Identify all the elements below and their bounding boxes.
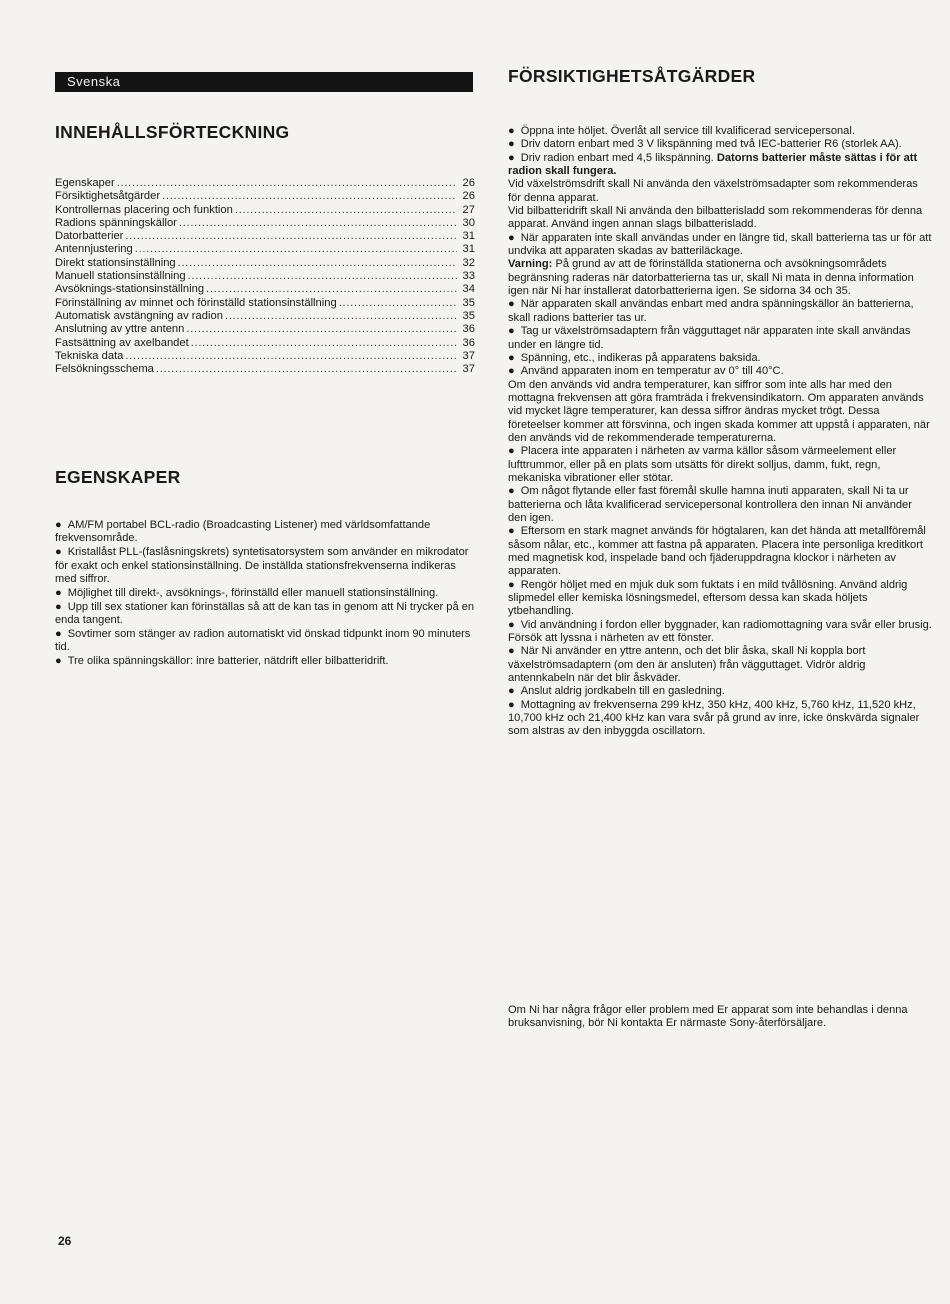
precaution-item [508,352,932,365]
bullet-icon: ● [508,578,515,591]
bullet-icon: ● [55,546,62,559]
language-label-bar [55,72,473,92]
toc-entry [55,270,475,283]
precautions-list [508,125,932,739]
precaution-item [508,325,932,352]
toc-entry [55,283,475,296]
toc-entry [55,177,475,190]
feature-item [55,601,475,628]
toc-entry [55,217,475,230]
toc-entry-title: Manuell stationsinställning [55,270,186,283]
precaution-item [508,125,932,138]
precaution-emphasis: Datorns batterier måste sättas i för att radion skall fungera. [508,151,918,178]
toc-entry-title: Radions spänningskällor [55,216,177,229]
feature-text: Kristallåst PLL-(faslåsningskrets) syntetisatorsystem som använder en mikrodator för exakt och enkel stationsinställning. De inställda stationsfrekvenserna indikeras med siffror. [55,546,469,585]
bullet-icon: ● [508,365,515,378]
toc-entry-title: Tekniska data [55,349,124,362]
bullet-icon: ● [508,525,515,538]
bullet-icon: ● [508,618,515,631]
precautions-heading: FÖRSIKTIGHETSÅTGÄRDER [508,66,756,86]
precaution-text: Vid bilbatteridrift skall Ni använda den bilbatterisladd som rekommenderas för denna apparat. Använd ingen annan slags bilbatterisladd. [508,205,923,231]
precaution-text: Anslut aldrig jordkabeln till en gasledning. [520,685,725,698]
toc-entry-title: Direkt stationsinställning [55,256,176,269]
toc-entry [55,243,475,256]
toc-entry [55,337,475,350]
feature-text: AM/FM portabel BCL-radio (Broadcasting Listener) med världsomfattande frekvensområde. [55,519,431,545]
feature-item [55,546,475,586]
bullet-icon: ● [508,298,515,311]
toc-entry-title: Egenskaper [55,177,115,189]
bullet-icon: ● [508,698,515,711]
toc-leader-dots [188,270,457,283]
precaution-item [508,258,932,298]
bullet-icon: ● [55,654,62,667]
features-heading: EGENSKAPER [55,467,181,487]
toc-leader-dots [235,204,457,217]
bullet-icon: ● [508,151,515,164]
precaution-item [508,445,932,485]
bullet-icon: ● [508,138,515,151]
warning-label: Varning: [508,258,553,271]
toc-entry-page: 37 [462,363,475,376]
toc-leader-dots [162,190,457,203]
bullet-icon: ● [55,627,62,640]
precaution-text: På grund av att de förinställda stationerna och avsökningsområdets begränsning raderas när datorbatterierna tas ur, skall Ni mata in denna information igen när Ni har installerat datorbatterierna igen. Se sidorna 34 och 35. [508,258,914,298]
bullet-icon: ● [508,645,515,658]
toc-entry [55,190,475,203]
toc-entry-page: 33 [462,270,475,283]
precaution-item [508,365,932,378]
toc-entry-title: Avsöknings-stationsinställning [55,283,205,296]
toc-entry [55,310,475,323]
precaution-text: Spänning, etc., indikeras på apparatens baksida. [520,351,761,364]
precaution-text: När Ni använder en yttre antenn, och det blir åska, skall Ni koppla bort växelströmsadaptern (om den är ansluten) från vägguttaget. Vidrör aldrig antennkabeln när det blir åskväder. [508,645,866,685]
toc-entry [55,230,475,243]
page-number: 26 [58,1234,72,1248]
toc-leader-dots [125,230,457,243]
toc-leader-dots [125,350,457,363]
bullet-icon: ● [508,231,515,244]
toc-entry-page: 27 [462,203,475,216]
precaution-text: Öppna inte höljet. Överlåt all service till kvalificerad servicepersonal. [520,125,855,137]
bullet-icon: ● [55,600,62,613]
toc-entry [55,350,475,363]
precaution-text: Mottagning av frekvenserna 299 kHz, 350 kHz, 400 kHz, 5,760 kHz, 11,520 kHz, 10,700 kHz och 21,400 kHz kan vara svår på grund av inre, icke önskvärda signaler som alstras av den inbyggda oscillatorn. [508,698,920,738]
toc-leader-dots [191,337,457,350]
toc-entry-title: Datorbatterier [55,230,124,243]
precaution-item [508,685,932,698]
precaution-text: När apparaten skall användas enbart med andra spänningskällor än batterierna, skall radions batterier tas ur. [508,298,914,324]
bullet-icon: ● [55,519,62,531]
bullet-icon: ● [508,325,515,338]
precaution-text: Driv datorn enbart med 3 V likspänning med två IEC-batterier R6 (storlek AA). [520,138,902,151]
precaution-item [508,699,932,739]
toc-entry [55,257,475,270]
precaution-text: Om något flytande eller fast föremål skulle hamna inuti apparaten, skall Ni ta ur batterierna och låta kvalificerad servicepersonal kontrollera den innan Ni använder den igen. [508,485,912,524]
toc-leader-dots [135,243,457,256]
toc-entry-page: 30 [462,216,475,229]
toc-entry-page: 26 [462,190,475,203]
precaution-item [508,619,932,646]
toc-leader-dots [225,310,457,323]
closing-paragraph: Om Ni har några frågor eller problem med Er apparat som inte behandlas i denna bruksanvisning, bör Ni kontakta Er närmaste Sony-återförsäljare. [508,1004,908,1030]
toc-entry-title: Försiktighetsåtgärder [55,190,161,203]
toc-entry-page: 34 [462,283,475,296]
feature-text: Tre olika spänningskällor: inre batterier, nätdrift eller bilbatteridrift. [67,654,389,667]
toc-entry-title: Fastsättning av axelbandet [55,336,189,349]
precaution-item [508,379,932,446]
toc-entry [55,363,475,376]
toc-entry-page: 26 [462,177,475,189]
toc-leader-dots [339,297,457,310]
precaution-item [508,152,932,179]
toc-entry [55,323,475,336]
precaution-text: Använd apparaten inom en temperatur av 0° till 40°C. [520,365,784,378]
precaution-item [508,579,932,619]
toc-leader-dots [179,217,457,230]
feature-text: Sovtimer som stänger av radion automatiskt vid önskad tidpunkt inom 90 minuters tid. [55,627,471,654]
toc-entry-page: 31 [462,230,475,243]
bullet-icon: ● [55,586,62,599]
precaution-text: Rengör höljet med en mjuk duk som fuktats i en mild tvållösning. Använd aldrig slipmedel eller kemiska lösningsmedel, eftersom dessa kan skada höljets ytbehandling. [508,578,908,618]
features-list [55,519,475,669]
toc-entry [55,204,475,217]
toc-entry-title: Automatisk avstängning av radion [55,309,223,322]
toc-leader-dots [156,363,457,376]
bullet-icon: ● [508,351,515,364]
language-label: Svenska [67,74,121,89]
toc-entry-page: 36 [462,336,475,349]
toc-entry-page: 35 [462,309,475,322]
precaution-item [508,205,932,232]
precaution-item [508,525,932,578]
bullet-icon: ● [508,685,515,698]
precaution-text: När apparaten inte skall användas under en längre tid, skall batterierna tas ur för att undvika att apparaten skadas av batteriläckage. [508,231,932,258]
toc-entry-title: Antennjustering [55,243,133,256]
toc-entry-title: Anslutning av yttre antenn [55,323,185,336]
bullet-icon: ● [508,125,515,137]
precaution-text: Tag ur växelströmsadaptern från vägguttaget när apparaten inte skall användas under en längre tid. [508,325,911,351]
precaution-text: Driv radion enbart med 4,5 likspänning. [520,151,717,164]
feature-item [55,628,475,655]
precaution-text: Placera inte apparaten i närheten av varma källor såsom värmeelement eller lufttrummor, eller på en plats som utsätts för direkt solljus, damm, fukt, regn, mekaniska vibrationer eller stötar. [508,445,897,484]
precaution-item [508,485,932,525]
toc-entry [55,297,475,310]
table-of-contents [55,177,475,376]
precaution-item [508,232,932,259]
toc-leader-dots [186,323,457,336]
precaution-item [508,298,932,325]
feature-item [55,655,475,668]
toc-leader-dots [117,177,457,190]
precaution-text: Vid växelströmsdrift skall Ni använda den växelströmsadapter som rekommenderas för denna apparat. [508,178,918,204]
toc-entry-title: Felsökningsschema [55,363,154,376]
feature-text: Möjlighet till direkt-, avsöknings-, förinställd eller manuell stationsinställning. [67,586,439,599]
toc-entry-page: 37 [462,349,475,362]
precaution-item [508,178,932,205]
toc-leader-dots [206,283,457,296]
toc-entry-title: Förinställning av minnet och förinställd stationsinställning [55,296,337,309]
precaution-item [508,645,932,685]
precaution-item [508,138,932,151]
toc-entry-page: 32 [462,256,475,269]
bullet-icon: ● [508,485,515,498]
feature-text: Upp till sex stationer kan förinställas så att de kan tas in genom att Ni trycker på en enda tangent. [55,600,475,626]
precaution-text: Om den används vid andra temperaturer, kan siffror som inte alls har med den mottagna frekvensen att göra framträda i frekvensindikatorn. Om apparaten används vid mycket lägre temperaturer, kan dessa siffror ändras mycket trögt. Dessa företeelser kommer att försvinna, och ingen skada kommer att uppstå i apparaten, när den används vid de rekommenderade temperaturerna. [508,378,930,444]
toc-entry-title: Kontrollernas placering och funktion [55,203,233,216]
bullet-icon: ● [508,445,515,458]
toc-entry-page: 31 [462,243,475,256]
feature-item [55,519,475,546]
precaution-text: Vid användning i fordon eller byggnader, kan radiomottagning vara svår eller brusig. Försök att lyssna i närheten av ett fönster. [508,618,932,645]
toc-leader-dots [178,257,457,270]
toc-heading: INNEHÅLLSFÖRTECKNING [55,122,290,142]
feature-item [55,587,475,600]
toc-entry-page: 36 [462,323,475,336]
precaution-text: Eftersom en stark magnet används för högtalaren, kan det hända att metallföremål såsom nålar, etc., kommer att fastna på apparaten. Placera inte personliga kreditkort med magnetisk kod, inspelade band och fjäderuppdragna klockor i närheten av apparaten. [508,525,926,578]
toc-entry-page: 35 [462,296,475,309]
